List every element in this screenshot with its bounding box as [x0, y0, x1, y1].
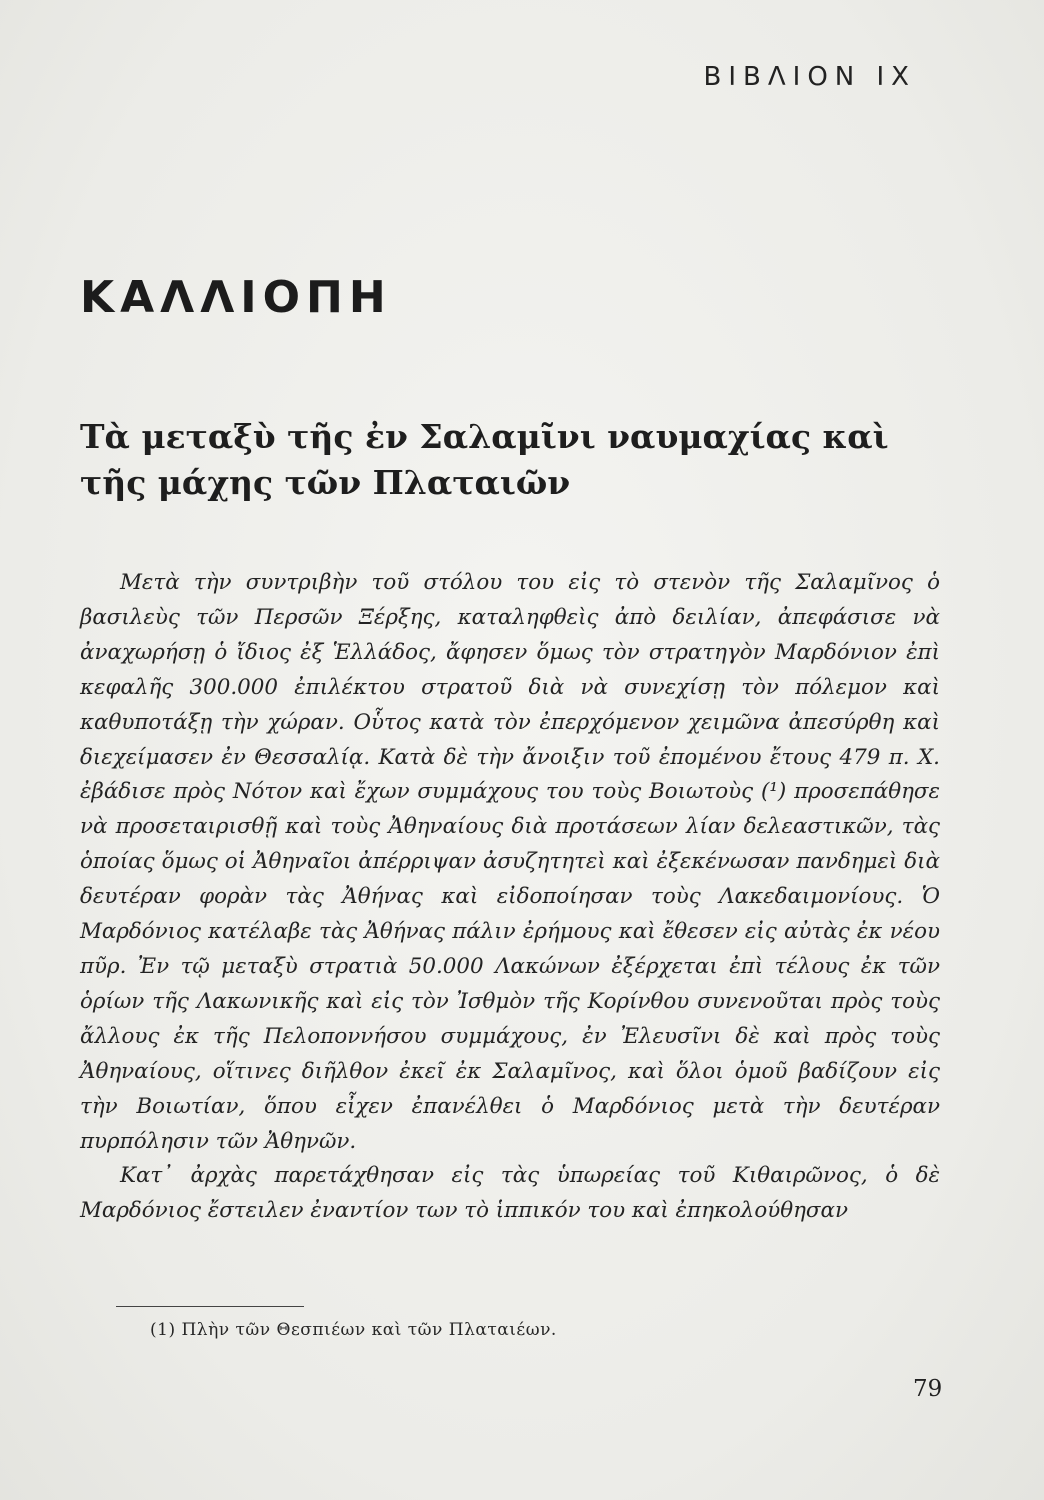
chapter-subtitle: Τὰ μεταξὺ τῆς ἐν Σαλαμῖνι ναυμαχίας καὶ τῆς μάχης τῶν Πλαταιῶν — [80, 417, 889, 502]
footnote-divider — [116, 1306, 304, 1307]
body-text — [80, 566, 940, 1229]
page-number: 79 — [913, 1376, 943, 1402]
paragraph: Μετὰ τὴν συντριβὴν τοῦ στόλου του εἰς τὸ στενὸν τῆς Σαλαμῖνος ὁ βασιλεὺς τῶν Περσῶν Ξέρξης, καταληφθεὶς ἀπὸ δειλίαν, ἀπεφάσισε νὰ ἀναχωρήσῃ ὁ ἴδιος ἐξ Ἑλλάδος, ἄφησεν ὅμως τὸν στρατηγὸν Μαρδόνιον ἐπὶ κεφαλῆς 300.000 ἐπιλέκτου στρατοῦ διὰ νὰ συνεχίσῃ τὸν πόλεμον καὶ καθυποτάξῃ τὴν χώραν. Οὗτος κατὰ τὸν ἐπερχόμενον χειμῶνα ἀπεσύρθη καὶ διεχείμασεν ἐν Θεσσαλίᾳ. Κατὰ δὲ τὴν ἄνοιξιν τοῦ ἐπομένου ἔτους 479 π. Χ. ἐβάδισε πρὸς Νότον καὶ ἔχων συμμάχους του τοὺς Βοιωτοὺς (¹) προσεπάθησε νὰ προσεταιρισθῇ καὶ τοὺς Ἀθηναίους διὰ προτάσεων λίαν δελεαστικῶν, τὰς ὁποίας ὅμως οἱ Ἀθηναῖοι ἀπέρριψαν ἀσυζητητεὶ καὶ ἐξεκένωσαν πανδημεὶ διὰ δευτέραν φορὰν τὰς Ἀθήνας καὶ εἰδοποίησαν τοὺς Λακεδαιμονίους. Ὁ Μαρδόνιος κατέλαβε τὰς Ἀθήνας πάλιν ἐρήμους καὶ ἔθεσεν εἰς αὐτὰς ἐκ νέου πῦρ. Ἐν τῷ μεταξὺ στρατιὰ 50.000 Λακώνων ἐξέρχεται ἐπὶ τέλους ἐκ τῶν ὁρίων τῆς Λακωνικῆς καὶ εἰς τὸν Ἰσθμὸν τῆς Κορίνθου συνενοῦται πρὸς τοὺς ἄλλους ἐκ τῆς Πελοποννήσου συμμάχους, ἐν Ἐλευσῖνι δὲ καὶ πρὸς τοὺς Ἀθηναίους, οἵτινες διῆλθον ἐκεῖ ἐκ Σαλαμῖνος, καὶ ὅλοι ὁμοῦ βαδίζουν εἰς τὴν Βοιωτίαν, ὅπου εἶχεν ἐπανέλθει ὁ Μαρδόνιος μετὰ τὴν δευτέραν πυρπόλησιν τῶν Ἀθηνῶν. — [80, 570, 940, 1154]
paragraph: Κατ᾿ ἀρχὰς παρετάχθησαν εἰς τὰς ὑπωρείας τοῦ Κιθαιρῶνος, ὁ δὲ Μαρδόνιος ἔστειλεν ἐναντίον των τὸ ἱππικόν του καὶ ἐπηκολούθησαν — [80, 1163, 940, 1224]
footnote: (1) Πλὴν τῶν Θεσπιέων καὶ τῶν Πλαταιέων. — [150, 1320, 557, 1340]
chapter-title: ΚΑΛΛΙΟΠΗ — [80, 272, 392, 323]
book-header: ΒΙΒΛΙΟΝ ΙΧ — [703, 62, 916, 92]
